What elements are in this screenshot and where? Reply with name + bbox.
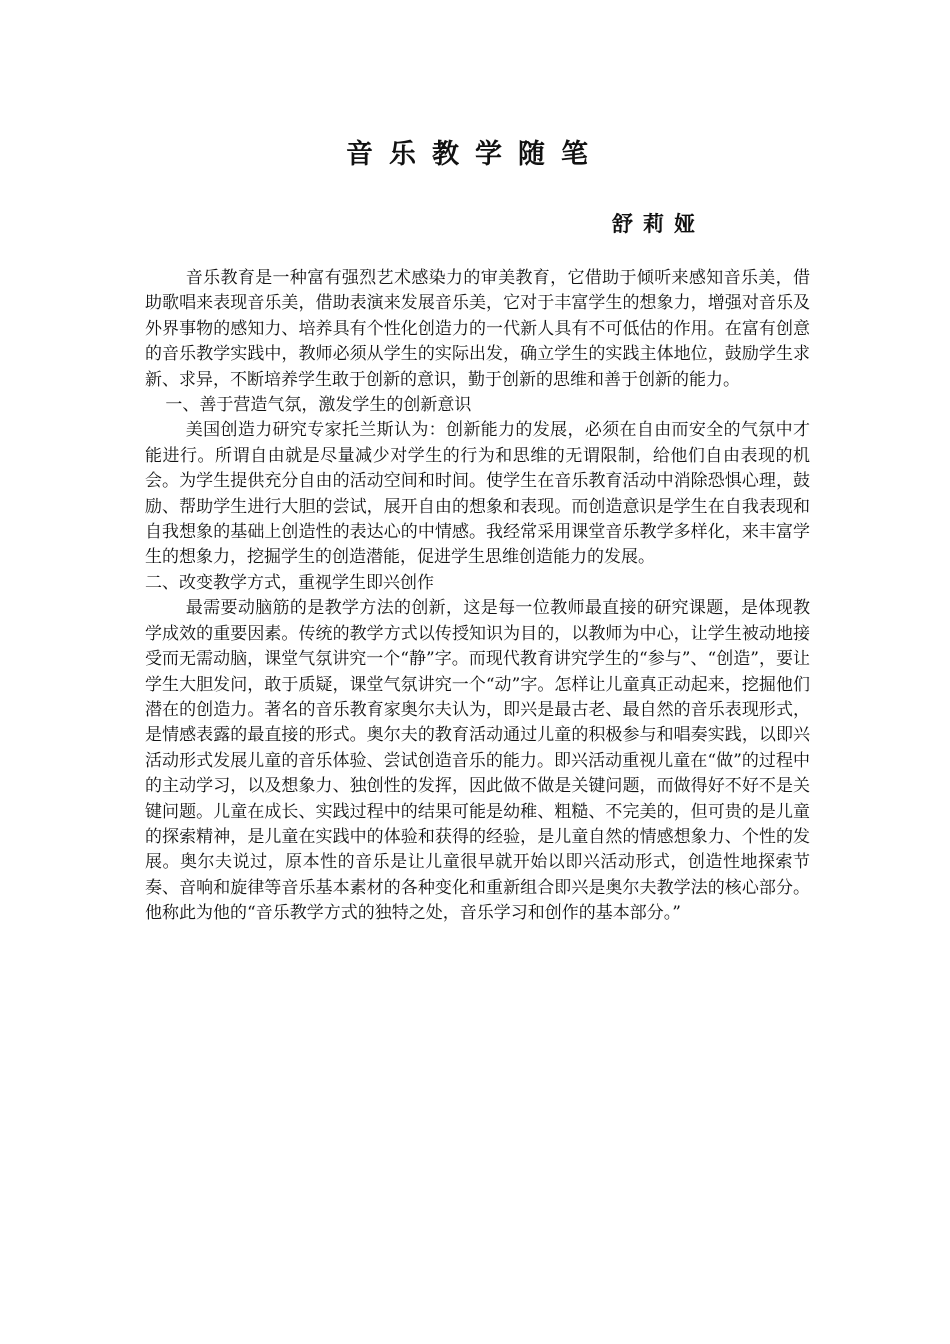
section-2-paragraph: 最需要动脑筋的是教学方法的创新，这是每一位教师最直接的研究课题，是体现教学成效的重要因素。传统的教学方式以传授知识为目的，以教师为中心，让学生被动地接受而无需动脑，课堂气氛讲究一个“静”字。而现代教育讲究学生的“参与”、“创造”，要让学生大胆发问，敢于质疑，课堂气氛讲究一个“动”字。怎样让儿童真正动起来，挖掘他们潜在的创造力。著名的音乐教育家奥尔夫认为，即兴是最古老、最自然的音乐表现形式，是情感表露的最直接的形式。奥尔夫的教育活动通过儿童的积极参与和唱奏实践，以即兴活动形式发展儿童的音乐体验、尝试创造音乐的能力。即兴活动重视儿童在“做”的过程中的主动学习，以及想象力、独创性的发挥，因此做不做是关键问题，而做得好不好不是关键问题。儿童在成长、实践过程中的结果可能是幼稚、粗糙、不完美的，但可贵的是儿童的探索精神，是儿童在实践中的体验和获得的经验，是儿童自然的情感想象力、个性的发展。奥尔夫说过，原本性的音乐是让儿童很早就开始以即兴活动形式，创造性地探索节奏、音响和旋律等音乐基本素材的各种变化和重新组合即兴是奥尔夫教学法的核心部分。他称此为他的“音乐教学方式的独特之处，音乐学习和创作的基本部分。”	[145, 598, 810, 924]
section-1-heading: 一、善于营造气氛，激发学生的创新意识	[165, 395, 472, 416]
section-1-paragraph: 美国创造力研究专家托兰斯认为：创新能力的发展，必须在自由而安全的气氛中才能进行。所谓自由就是尽量减少对学生的行为和思维的无谓限制，给他们自由表现的机会。为学生提供充分自由的活动空间和时间。使学生在音乐教育活动中消除恐惧心理，鼓励、帮助学生进行大胆的尝试，展开自由的想象和表现。而创造意识是学生在自我表现和自我想象的基础上创造性的表达心的中情感。我经常采用课堂音乐教学多样化，来丰富学生的想象力，挖掘学生的创造潜能，促进学生思维创造能力的发展。	[145, 420, 810, 568]
author-name: 舒莉娅	[612, 211, 705, 236]
intro-paragraph: 音乐教育是一种富有强烈艺术感染力的审美教育，它借助于倾听来感知音乐美，借助歌唱来表现音乐美，借助表演来发展音乐美，它对于丰富学生的想象力，增强对音乐及外界事物的感知力、培养具有个性化创造力的一代新人具有不可低估的作用。在富有创意的音乐教学实践中，教师必须从学生的实际出发，确立学生的实践主体地位，鼓励学生求新、求异，不断培养学生敢于创新的意识，勤于创新的思维和善于创新的能力。	[145, 268, 810, 390]
document-body	[145, 266, 810, 927]
document-title: 音乐教学随笔	[346, 139, 604, 170]
section-2-heading: 二、改变教学方式，重视学生即兴创作	[145, 572, 434, 593]
